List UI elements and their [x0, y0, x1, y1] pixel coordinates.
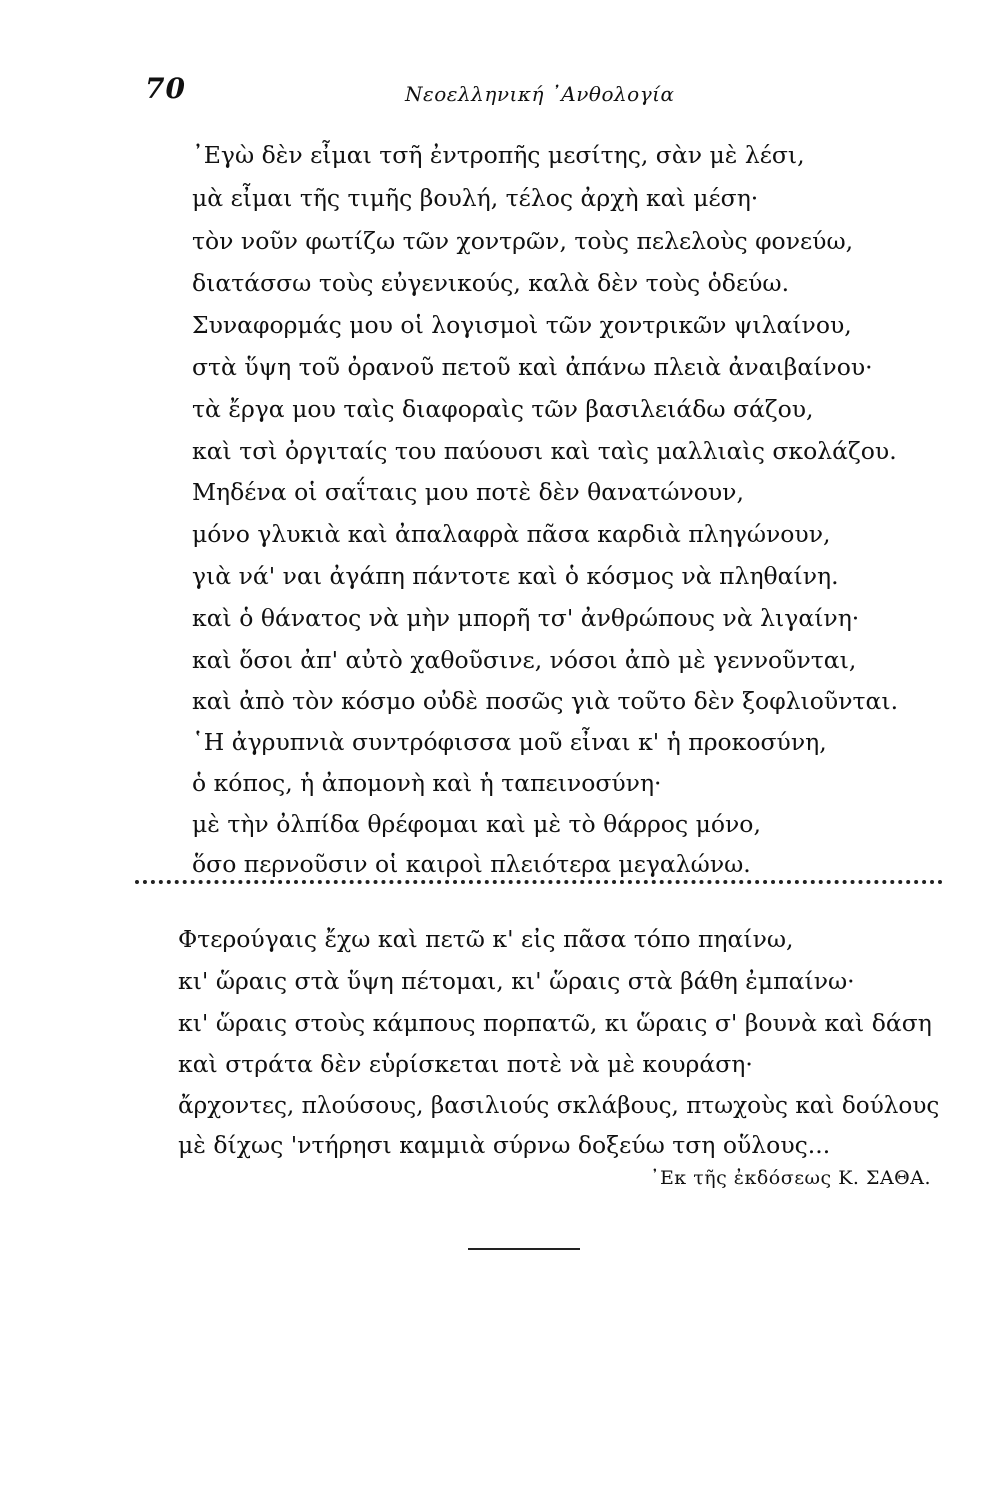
running-title: Νεοελληνική ᾿Ανθολογία: [405, 82, 675, 106]
end-rule: [468, 1248, 580, 1250]
poem-line: καὶ στράτα δὲν εὑρίσκεται ποτὲ νὰ μὲ κουράση·: [178, 1050, 753, 1078]
poem-line: μὲ τὴν ὀλπίδα θρέφομαι καὶ μὲ τὸ θάρρος μόνο,: [192, 810, 761, 838]
dotted-separator: [135, 880, 943, 884]
poem-line: μόνο γλυκιὰ καὶ ἀπαλαφρὰ πᾶσα καρδιὰ πληγώνουν,: [192, 520, 831, 548]
poem-line: Συναφορμάς μου οἱ λογισμοὶ τῶν χοντρικῶν ψιλαίνου,: [192, 311, 852, 339]
poem-line: καὶ ὁ θάνατος νὰ μὴν μπορῆ τσ' ἀνθρώπους νὰ λιγαίνη·: [192, 604, 860, 632]
poem-line: Μηδένα οἱ σαΐταις μου ποτὲ δὲν θανατώνουν,: [192, 478, 744, 506]
poem-line: ἄρχοντες, πλούσους, βασιλιούς σκλάβους, πτωχοὺς καὶ δούλους: [178, 1091, 940, 1119]
poem-line: μὲ δίχως 'ντήρησι καμμιὰ σύρνω δοξεύω τση οὕλους...: [178, 1131, 831, 1159]
poem-line: ῾Η ἀγρυπνιὰ συντρόφισσα μοῦ εἶναι κ' ἡ προκοσύνη,: [192, 728, 827, 756]
poem-line: ὅσο περνοῦσιν οἱ καιροὶ πλειότερα μεγαλώνω.: [192, 850, 751, 878]
poem-line: κι' ὥραις στοὺς κάμπους πορπατῶ, κι ὥραις σ' βουνὰ καὶ δάση: [178, 1009, 932, 1037]
poem-line: γιὰ νά' ναι ἀγάπη πάντοτε καὶ ὁ κόσμος νὰ πληθαίνη.: [192, 562, 839, 590]
poem-line: τὸν νοῦν φωτίζω τῶν χοντρῶν, τοὺς πελελοὺς φονεύω,: [192, 227, 854, 255]
poem-line: μὰ εἶμαι τῆς τιμῆς βουλή, τέλος ἀρχὴ καὶ μέση·: [192, 184, 759, 212]
page-number: 70: [145, 72, 186, 105]
poem-line: καὶ ὅσοι ἀπ' αὐτὸ χαθοῦσινε, νόσοι ἀπὸ μὲ γεννοῦνται,: [192, 646, 857, 674]
poem-line: στὰ ὕψη τοῦ ὀρανοῦ πετοῦ καὶ ἀπάνω πλειὰ ἀναιβαίνου·: [192, 353, 873, 381]
poem-line: ὁ κόπος, ἡ ἀπομονὴ καὶ ἡ ταπεινοσύνη·: [192, 769, 662, 797]
poem-line: καὶ ἀπὸ τὸν κόσμο οὐδὲ ποσῶς γιὰ τοῦτο δὲν ξοφλιοῦνται.: [192, 687, 899, 715]
poem-line: τὰ ἔργα μου ταὶς διαφοραὶς τῶν βασιλειάδω σάζου,: [192, 395, 814, 423]
poem-line: διατάσσω τοὺς εὐγενικούς, καλὰ δὲν τοὺς ὁδεύω.: [192, 269, 790, 297]
source-attribution: ᾿Εκ τῆς ἐκδόσεως Κ. ΣΑΘΑ.: [649, 1167, 931, 1189]
poem-line: Φτερούγαις ἔχω καὶ πετῶ κ' εἰς πᾶσα τόπο πηαίνω,: [178, 925, 794, 953]
poem-line: κι' ὥραις στὰ ὕψη πέτομαι, κι' ὥραις στὰ βάθη ἐμπαίνω·: [178, 967, 855, 995]
poem-line: ᾿Εγὼ δὲν εἶμαι τσῆ ἐντροπῆς μεσίτης, σὰν μὲ λέσι,: [192, 141, 805, 169]
poem-line: καὶ τσὶ ὀργιταίς του παύουσι καὶ ταὶς μαλλιαὶς σκολάζου.: [192, 437, 897, 465]
